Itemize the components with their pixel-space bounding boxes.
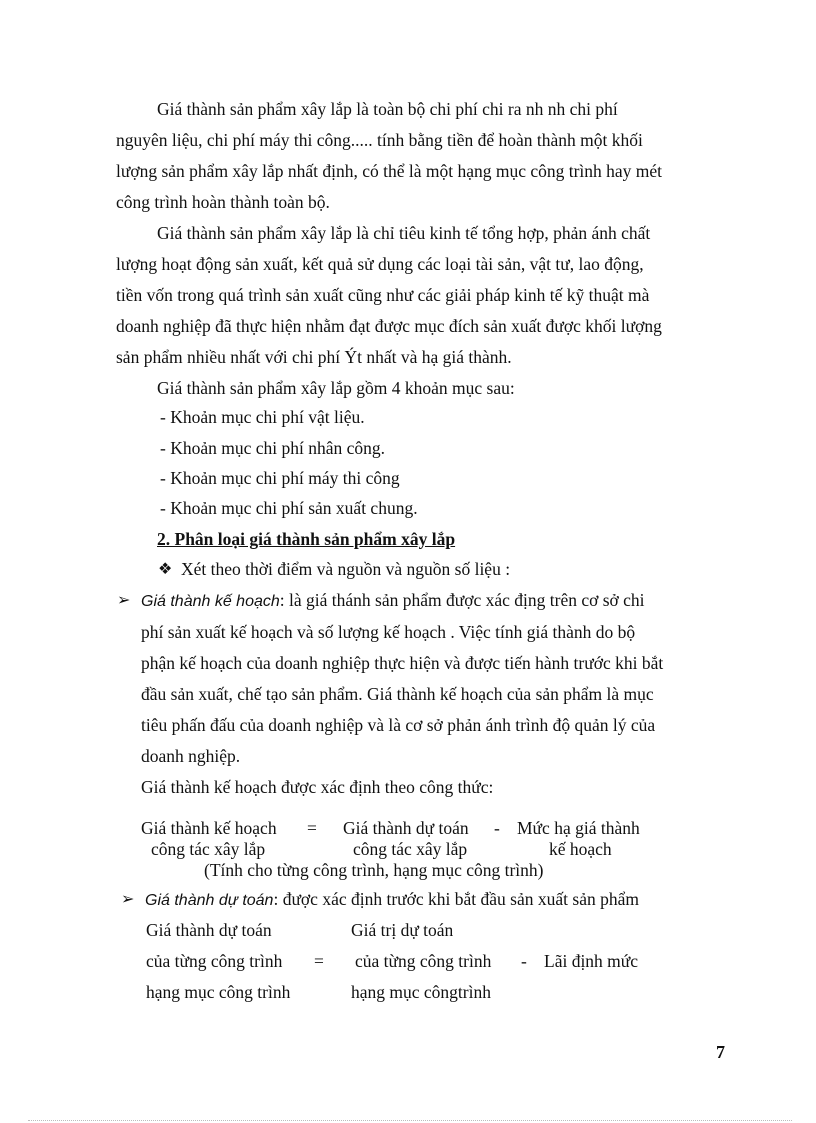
formula-term: Giá thành kế hoạch	[141, 818, 277, 838]
formula-term: của từng công trình	[146, 951, 283, 971]
formula-term: Mức hạ giá thành	[517, 818, 640, 838]
estimate-first-line	[145, 888, 639, 912]
formula-term: Lãi định mức	[544, 951, 639, 971]
body-text-line: Giá thành sản phẩm xây lắp là toàn bộ chi phí chi ra nh nh chi phí	[157, 99, 618, 119]
arrow-bullet-icon: ➢	[121, 889, 135, 908]
body-text-line: nguyên liệu, chi phí máy thi công..... tính bằng tiền để hoàn thành một khối	[116, 130, 643, 150]
page-footer-divider	[28, 1120, 792, 1121]
page-number: 7	[716, 1042, 725, 1062]
body-text-line: Giá thành sản phẩm xây lắp gồm 4 khoản mục sau:	[157, 378, 515, 398]
formula-minus: -	[521, 951, 527, 971]
body-text-line: sản phẩm nhiều nhất với chi phí Ýt nhất và hạ giá thành.	[116, 347, 512, 367]
term-estimate-cost: Giá thành dự toán	[145, 892, 274, 909]
body-text-line: công trình hoàn thành toàn bộ.	[116, 192, 330, 212]
body-text-line: phận kế hoạch của doanh nghiệp thực hiện và được tiến hành trước khi bắt	[141, 653, 664, 673]
list-item: - Khoản mục chi phí sản xuất chung.	[160, 498, 418, 518]
formula-term: hạng mục công trình	[146, 982, 291, 1002]
body-text-line: tiêu phấn đấu của doanh nghiệp và là cơ sở phản ánh trình độ quản lý của	[141, 715, 656, 735]
body-text-line: lượng sản phẩm xây lắp nhất định, có thể là một hạng mục công trình hay mét	[116, 161, 663, 181]
formula-equals: =	[314, 951, 324, 971]
formula-intro: Giá thành kế hoạch được xác định theo công thức:	[141, 777, 494, 797]
plan-first-line	[141, 589, 645, 613]
formula-equals: =	[307, 818, 317, 838]
diamond-bullet-icon: ❖	[158, 559, 173, 578]
estimate-definition: : được xác định trước khi bắt đầu sản xuất sản phẩm	[273, 889, 639, 909]
formula-term: Giá trị dự toán	[351, 920, 454, 940]
formula-term: Giá thành dự toán	[146, 920, 272, 940]
body-text-line: doanh nghiệp.	[141, 746, 241, 766]
body-text-line: phí sản xuất kế hoạch và số lượng kế hoạch . Việc tính giá thành do bộ	[141, 622, 636, 642]
formula-term: kế hoạch	[549, 839, 612, 859]
plan-definition: : là giá thánh sản phẩm được xác địng trên cơ sở chi	[279, 590, 645, 610]
list-item: - Khoản mục chi phí máy thi công	[160, 468, 400, 488]
term-plan-cost: Giá thành kế hoạch	[141, 593, 280, 610]
subsection-text: Xét theo thời điểm và nguồn và nguồn số liệu :	[181, 559, 511, 579]
list-item: - Khoản mục chi phí vật liệu.	[160, 407, 365, 427]
list-item: - Khoản mục chi phí nhân công.	[160, 438, 386, 458]
body-text-line: lượng hoạt động sản xuất, kết quả sử dụng các loại tài sản, vật tư, lao động,	[116, 254, 644, 274]
section-heading: 2. Phân loại giá thành sản phẩm xây lắp	[157, 529, 456, 549]
formula-term: công tác xây lắp	[353, 839, 468, 859]
formula-minus: -	[494, 818, 500, 838]
formula-note: (Tính cho từng công trình, hạng mục công trình)	[204, 860, 544, 880]
formula-term: của từng công trình	[355, 951, 492, 971]
body-text-line: đầu sản xuất, chế tạo sản phẩm. Giá thành kế hoạch của sản phẩm là mục	[141, 684, 654, 704]
formula-term: hạng mục côngtrình	[351, 982, 491, 1002]
body-text-line: Giá thành sản phẩm xây lắp là chỉ tiêu kinh tế tổng hợp, phản ánh chất	[157, 223, 651, 243]
formula-term: Giá thành dự toán	[343, 818, 469, 838]
arrow-bullet-icon: ➢	[117, 590, 131, 609]
body-text-line: tiền vốn trong quá trình sản xuất cũng như các giải pháp kinh tế kỹ thuật mà	[116, 285, 650, 305]
body-text-line: doanh nghiệp đã thực hiện nhằm đạt được mục đích sản xuất được khối lượng	[116, 316, 662, 336]
formula-term: công tác xây lắp	[151, 839, 266, 859]
